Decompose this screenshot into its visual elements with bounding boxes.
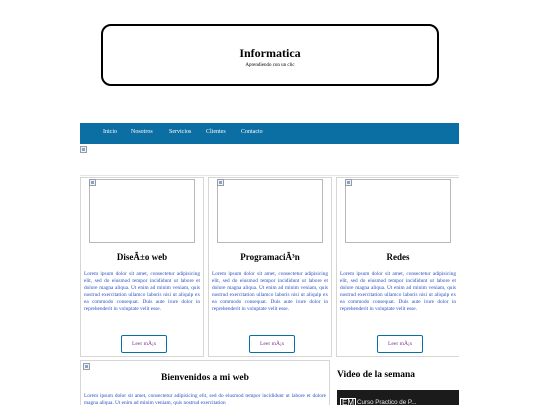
read-more-button[interactable]: Leer mÃ¡s bbox=[377, 335, 423, 353]
card-image bbox=[89, 179, 195, 243]
broken-image-icon bbox=[80, 146, 87, 153]
nav-item-contacto[interactable]: Contacto bbox=[241, 129, 263, 135]
banner bbox=[80, 144, 459, 176]
broken-image-icon bbox=[345, 179, 352, 186]
card-title: DiseÃ±o web bbox=[116, 252, 168, 262]
card-redes bbox=[336, 177, 459, 357]
card-image bbox=[217, 179, 323, 243]
welcome-text: Lorem ipsum dolor sit amet, consectetur adipisicing elit, sed do eiusmod tempor incididunt ut labore et dolore magna aliqua. Ut enim ad minim veniam, quis nostrud exercitation bbox=[84, 393, 326, 405]
welcome-section bbox=[80, 360, 330, 405]
nav-item-clientes[interactable]: Clientes bbox=[206, 129, 226, 135]
read-more-button[interactable]: Leer mÃ¡s bbox=[249, 335, 295, 353]
card-programacion bbox=[208, 177, 332, 357]
broken-image-icon bbox=[217, 179, 224, 186]
read-more-button[interactable]: Leer mÃ¡s bbox=[121, 335, 167, 353]
card-image bbox=[345, 179, 451, 243]
video-player[interactable] bbox=[337, 390, 459, 405]
video-section bbox=[334, 360, 459, 405]
nav-item-servicios[interactable]: Servicios bbox=[169, 129, 192, 135]
card-title: Redes bbox=[386, 252, 410, 262]
channel-logo: EM bbox=[340, 398, 356, 405]
main-container bbox=[80, 123, 459, 405]
site-title: Informatica bbox=[239, 46, 301, 60]
nav-item-nosotros[interactable]: Nosotros bbox=[131, 129, 153, 135]
card-diseno-web bbox=[80, 177, 204, 357]
card-text: Lorem ipsum dolor sit amet, consectetur adipisicing elit, sed do eiusmod tempor incididunt ut labore et dolore magna aliqua. Ut enim ad minim veniam, quis nostrud exercitation ullamco laboris nisi ut aliquip ex ea commodo consequat. Duis aute irure dolor in reprehenderit in voluptate velit esse. bbox=[340, 271, 456, 312]
site-subtitle: Aprendiendo con un clic bbox=[245, 63, 295, 68]
navbar bbox=[80, 123, 459, 144]
broken-image-icon bbox=[83, 363, 90, 370]
card-title: ProgramaciÃ³n bbox=[240, 252, 300, 262]
nav-item-inicio[interactable]: Inicio bbox=[103, 129, 117, 135]
welcome-title: Bienvenidos a mi web bbox=[161, 373, 249, 383]
card-text: Lorem ipsum dolor sit amet, consectetur adipisicing elit, sed do eiusmod tempor incididunt ut labore et dolore magna aliqua. Ut enim ad minim veniam, quis nostrud exercitation ullamco laboris nisi ut aliquip ex ea commodo consequat. Duis aute irure dolor in reprehenderit in voluptate velit esse. bbox=[84, 271, 200, 312]
broken-image-icon bbox=[89, 179, 96, 186]
video-caption[interactable]: Curso Practico de P... bbox=[357, 399, 417, 405]
video-title: Video de la semana bbox=[337, 370, 416, 380]
card-text: Lorem ipsum dolor sit amet, consectetur adipisicing elit, sed do eiusmod tempor incididunt ut labore et dolore magna aliqua. Ut enim ad minim veniam, quis nostrud exercitation ullamco laboris nisi ut aliquip ex ea commodo consequat. Duis aute irure dolor in reprehenderit in voluptate velit esse. bbox=[212, 271, 328, 312]
site-header bbox=[101, 24, 439, 86]
